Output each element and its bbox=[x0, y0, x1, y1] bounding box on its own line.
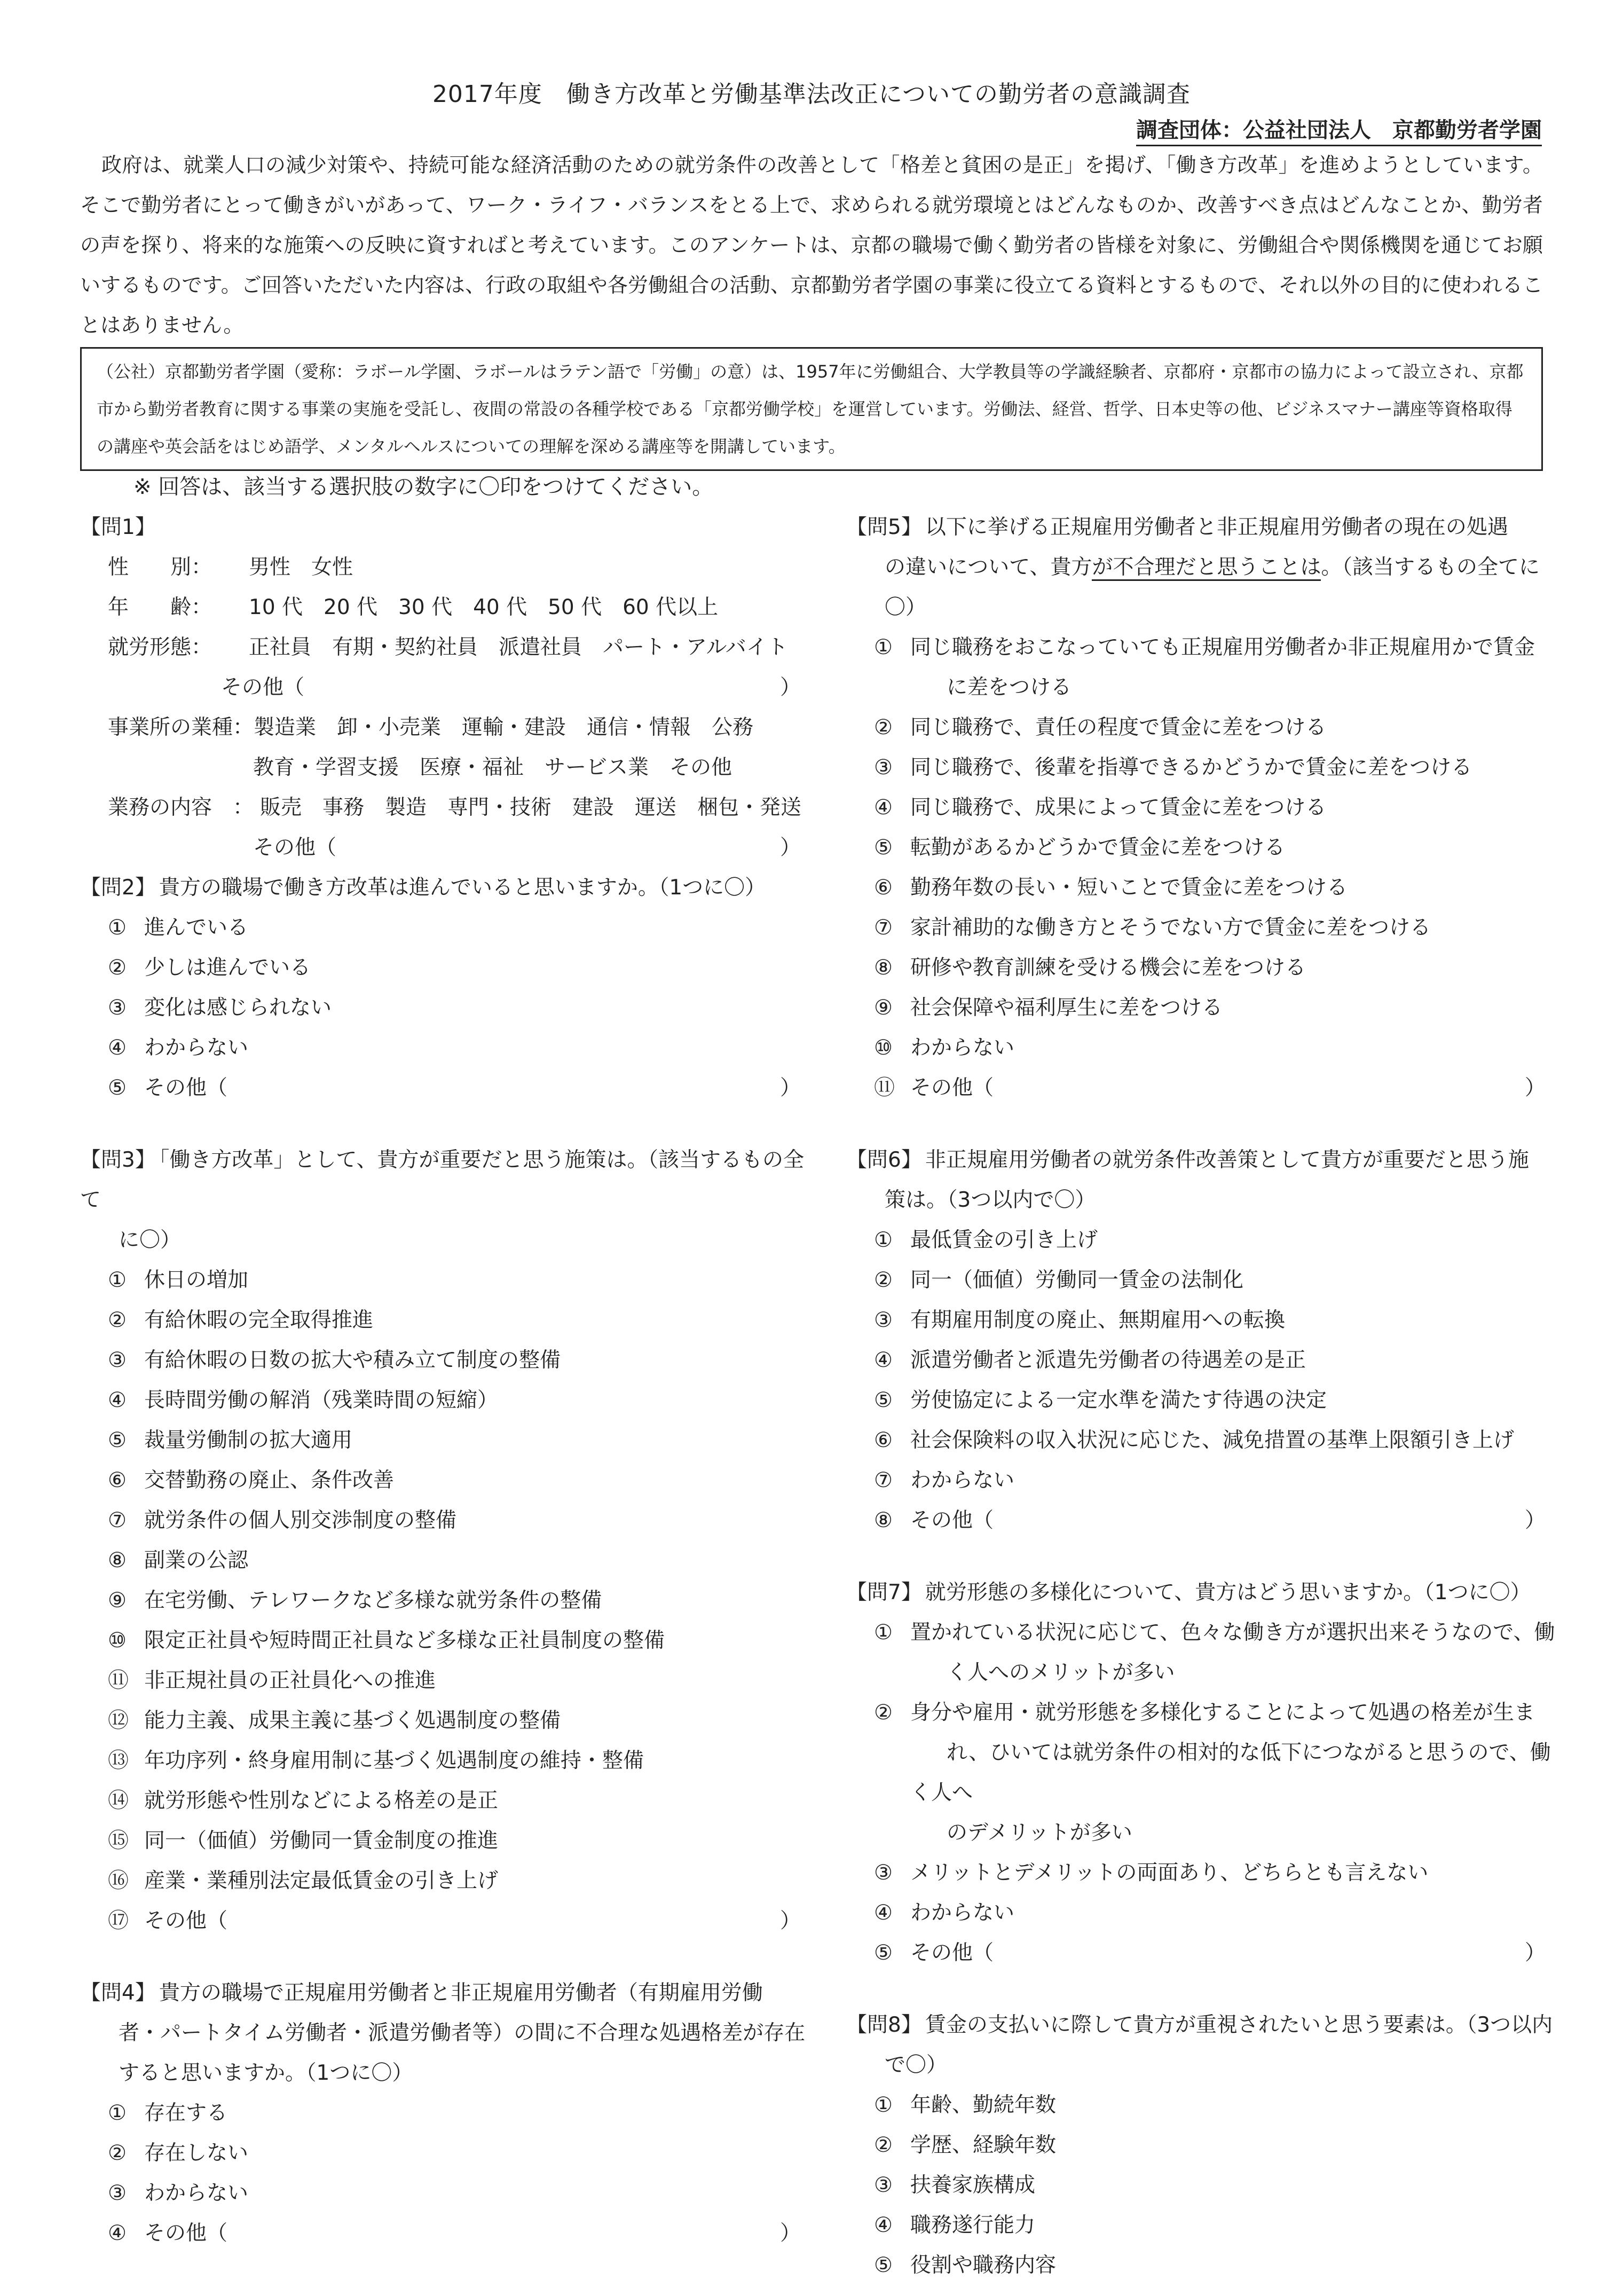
option[interactable]: ③ メリットとデメリットの両面あり、どちらとも言えない bbox=[874, 1861, 1429, 1885]
option[interactable]: ⑩ 限定正社員や短時間正社員など多様な正社員制度の整備 bbox=[108, 1629, 665, 1653]
option[interactable]: ① 進んでいる bbox=[108, 916, 249, 940]
option[interactable]: ⑦ 就労条件の個人別交渉制度の整備 bbox=[108, 1508, 457, 1532]
option[interactable]: ⑨ 社会保障や福利厚生に差をつける bbox=[874, 996, 1223, 1020]
question-text: 貴方の職場で働き方改革は進んでいると思いますか。（1つに〇） bbox=[159, 876, 766, 900]
option[interactable]: ② 同一（価値）労働同一賃金の法制化 bbox=[874, 1268, 1244, 1292]
question-text-cont: で〇） bbox=[885, 2053, 948, 2077]
document-title: 2017年度 働き方改革と労働基準法改正についての勤労者の意識調査 bbox=[432, 81, 1191, 108]
work-options[interactable]: 販売 事務 製造 専門・技術 建設 運送 梱包・発送 bbox=[260, 796, 802, 820]
employment-other-row bbox=[80, 667, 812, 707]
question-text: 貴方の職場で正規雇用労働者と非正規雇用労働者（有期雇用労働 bbox=[159, 1981, 763, 2005]
question-text-cont: に〇） bbox=[119, 1228, 182, 1252]
option-other[interactable]: ⑤ その他（ ） bbox=[874, 1941, 1546, 1965]
option[interactable]: ⑦ 家計補助的な働き方とそうでない方で賃金に差をつける bbox=[874, 916, 1431, 940]
option-other[interactable]: ④ その他（ ） bbox=[108, 2221, 801, 2245]
question-5 bbox=[846, 507, 1556, 1108]
question-label: 【問5】 bbox=[846, 515, 922, 539]
intro-paragraph: 政府は、就業人口の減少対策や、持続可能な経済活動のための就労条件の改善として「格差と貧困の是正」を掲げ、「働き方改革」を進めようとしています。そこで勤労者にとって働きがいがあって、ワーク・ライフ・バランスをとる上で、求められる就労環境とはどんなものか、改善すべき点はどんなことか、勤労者の声を探り、将来的な施策への反映に資すればと考えています。このアンケートは、京都の職場で働く勤労者の皆様を対象に、労働組合や関係機関を通じてお願いするものです。ご回答いただいた内容は、行政の取組や各労働組合の活動、京都勤労者学園の事業に役立てる資料とするもので、それ以外の目的に使われることはありません。 bbox=[80, 153, 1543, 337]
option[interactable]: ⑥ 勤務年数の長い・短いことで賃金に差をつける bbox=[874, 876, 1348, 900]
option[interactable]: ① 休日の増加 bbox=[108, 1268, 249, 1292]
question-1 bbox=[80, 507, 812, 868]
option[interactable]: ① 年齢、勤続年数 bbox=[874, 2093, 1057, 2117]
question-text: 「働き方改革」として、貴方が重要だと思う施策は。（該当するもの全て bbox=[80, 1148, 805, 1212]
survey-organization: 調査団体：公益社団法人 京都勤労者学園 bbox=[1136, 113, 1542, 146]
option[interactable]: ⑩ わからない bbox=[874, 1036, 1015, 1060]
option[interactable]: ③ 有給休暇の日数の拡大や積み立て制度の整備 bbox=[108, 1348, 561, 1372]
option[interactable]: ③ 同じ職務で、後輩を指導できるかどうかで賃金に差をつける bbox=[874, 756, 1472, 780]
question-text-cont: 者・パートタイム労働者・派遣労働者等）の間に不合理な処遇格差が存在 bbox=[119, 2021, 806, 2045]
option[interactable]: ⑤ 役割や職務内容 bbox=[874, 2253, 1057, 2277]
option[interactable]: ① 同じ職務をおこなっていても正規雇用労働者か非正規雇用かで賃金 に差をつける bbox=[874, 635, 1535, 699]
option[interactable]: ⑯ 産業・業種別法定最低賃金の引き上げ bbox=[108, 1869, 499, 1893]
organization-note-box: （公社）京都勤労者学園（愛称：ラボール学園、ラボールはラテン語で「労働」の意）は、1957年に労働組合、大学教員等の学識経験者、京都府・京都市の協力によって設立され、京都市から勤労者教育に関する事業の実施を受託し、夜間の常設の各種学校である「京都労働学校」を運営しています。労働法、経営、哲学、日本史等の他、ビジネスマナー講座等資格取得の講座や英会話をはじめ語学、メンタルヘルスについての理解を深める講座等を開講しています。 bbox=[80, 347, 1543, 471]
option[interactable]: ③ 有期雇用制度の廃止、無期雇用への転換 bbox=[874, 1308, 1286, 1332]
option[interactable]: ⑤ 裁量労働制の拡大適用 bbox=[108, 1428, 353, 1452]
question-label: 【問2】 bbox=[80, 876, 156, 900]
option[interactable]: ④ わからない bbox=[108, 1036, 249, 1060]
work-label: 業務の内容 ： bbox=[108, 796, 254, 820]
question-3 bbox=[80, 1140, 812, 1941]
option[interactable]: ① 置かれている状況に応じて、色々な働き方が選択出来そうなので、働 く人へのメリットが多い bbox=[874, 1621, 1555, 1685]
option[interactable]: ③ わからない bbox=[108, 2181, 249, 2205]
question-text: 以下に挙げる正規雇用労働者と非正規雇用労働者の現在の処遇 bbox=[925, 515, 1508, 539]
option[interactable]: ④ 職務遂行能力 bbox=[874, 2213, 1036, 2237]
question-label: 【問4】 bbox=[80, 1981, 156, 2005]
option[interactable]: ⑧ 副業の公認 bbox=[108, 1548, 249, 1572]
question-label: 【問6】 bbox=[846, 1148, 922, 1172]
question-text-cont: すると思いますか。（1つに〇） bbox=[119, 2061, 413, 2085]
industry-label: 事業所の業種： bbox=[108, 715, 254, 740]
option-other[interactable]: ⑧ その他（ ） bbox=[874, 1508, 1546, 1532]
employment-other-close: ） bbox=[779, 675, 801, 699]
option[interactable]: ⑨ 在宅労働、テレワークなど多様な就労条件の整備 bbox=[108, 1589, 602, 1613]
employment-options[interactable]: 正社員 有期・契約社員 派遣社員 パート・アルバイト bbox=[249, 635, 788, 659]
work-other-label[interactable]: その他（ bbox=[253, 836, 337, 860]
question-2 bbox=[80, 868, 812, 1108]
question-7 bbox=[846, 1572, 1556, 1973]
option[interactable]: ⑮ 同一（価値）労働同一賃金制度の推進 bbox=[108, 1829, 499, 1853]
option[interactable]: ② 身分や雇用・就労形態を多様化することによって処遇の格差が生ま れ、ひいては就労条件の相対的な低下につながると思うので、働く人へ のデメリットが多い bbox=[874, 1701, 1551, 1845]
option[interactable]: ⑪ 非正規社員の正社員化への推進 bbox=[108, 1669, 436, 1693]
industry-row bbox=[80, 707, 812, 748]
question-text: 賃金の支払いに際して貴方が重視されたいと思う要素は。（3つ以内 bbox=[925, 2013, 1553, 2037]
gender-row bbox=[80, 547, 812, 587]
option[interactable]: ⑥ 交替勤務の廃止、条件改善 bbox=[108, 1468, 395, 1492]
option[interactable]: ⑧ 研修や教育訓練を受ける機会に差をつける bbox=[874, 956, 1306, 980]
question-text: 就労形態の多様化について、貴方はどう思いますか。（1つに〇） bbox=[925, 1581, 1531, 1605]
answer-instruction: ※ 回答は、該当する選択肢の数字に〇印をつけてください。 bbox=[133, 475, 714, 499]
option[interactable]: ⑦ わからない bbox=[874, 1468, 1015, 1492]
question-label: 【問8】 bbox=[846, 2013, 922, 2037]
question-label: 【問7】 bbox=[846, 1581, 922, 1605]
option-other[interactable]: ⑰ その他（ ） bbox=[108, 1909, 801, 1933]
employment-row bbox=[80, 627, 812, 667]
option[interactable]: ③ 扶養家族構成 bbox=[874, 2173, 1036, 2197]
gender-label: 性 別： bbox=[108, 555, 212, 579]
question-text-cont: の違いについて、貴方が不合理だと思うことは。（該当するもの全てに〇） bbox=[885, 555, 1540, 619]
option[interactable]: ⑭ 就労形態や性別などによる格差の是正 bbox=[108, 1789, 499, 1813]
age-row bbox=[80, 587, 812, 627]
age-options[interactable]: 10 代 20 代 30 代 40 代 50 代 60 代以上 bbox=[249, 595, 719, 619]
question-label: 【問1】 bbox=[80, 515, 156, 539]
option-other[interactable]: ⑤ その他（ ） bbox=[108, 1076, 801, 1100]
option[interactable]: ④ わからない bbox=[874, 1901, 1015, 1925]
option[interactable]: ② 有給休暇の完全取得推進 bbox=[108, 1308, 374, 1332]
industry-row-2 bbox=[80, 748, 812, 788]
option[interactable]: ⑥ 社会保険料の収入状況に応じた、減免措置の基準上限額引き上げ bbox=[874, 1428, 1515, 1452]
work-row bbox=[80, 788, 812, 828]
option[interactable]: ① 存在する bbox=[108, 2101, 228, 2125]
option[interactable]: ① 最低賃金の引き上げ bbox=[874, 1228, 1098, 1252]
industry-options-line1[interactable]: 製造業 卸・小売業 運輸・建設 通信・情報 公務 bbox=[254, 715, 754, 740]
employment-label: 就労形態： bbox=[108, 635, 212, 659]
option[interactable]: ③ 変化は感じられない bbox=[108, 996, 332, 1020]
option[interactable]: ④ 同じ職務で、成果によって賃金に差をつける bbox=[874, 796, 1327, 820]
option[interactable]: ④ 長時間労働の解消（残業時間の短縮） bbox=[108, 1388, 499, 1412]
option[interactable]: ⑫ 能力主義、成果主義に基づく処遇制度の整備 bbox=[108, 1709, 561, 1733]
employment-other-label[interactable]: その他（ bbox=[221, 675, 305, 699]
option[interactable]: ② 少しは進んでいる bbox=[108, 956, 311, 980]
left-column bbox=[80, 507, 812, 2253]
work-other-close: ） bbox=[779, 836, 801, 860]
option[interactable]: ④ 派遣労働者と派遣先労働者の待遇差の是正 bbox=[874, 1348, 1306, 1372]
question-4 bbox=[80, 1973, 812, 2253]
option[interactable]: ⑬ 年功序列・終身雇用制に基づく処遇制度の維持・整備 bbox=[108, 1749, 644, 1773]
industry-options-line2[interactable]: 教育・学習支援 医療・福祉 サービス業 その他 bbox=[253, 756, 732, 780]
option[interactable]: ② 学歴、経験年数 bbox=[874, 2133, 1057, 2157]
question-text: 非正規雇用労働者の就労条件改善策として貴方が重要だと思う施 bbox=[925, 1148, 1529, 1172]
question-6 bbox=[846, 1140, 1556, 1540]
question-label: 【問3】 bbox=[80, 1148, 156, 1172]
option[interactable]: ② 同じ職務で、責任の程度で賃金に差をつける bbox=[874, 715, 1327, 740]
age-label: 年 齢： bbox=[108, 595, 212, 619]
right-column bbox=[846, 507, 1556, 2285]
underlined-phrase: が不合理だと思うことは bbox=[1092, 555, 1321, 581]
question-text-cont: 策は。（3つ以内で〇） bbox=[885, 1188, 1096, 1212]
gender-options[interactable]: 男性 女性 bbox=[249, 555, 353, 579]
option[interactable]: ② 存在しない bbox=[108, 2141, 249, 2165]
option-other[interactable]: ⑪ その他（ ） bbox=[874, 1076, 1546, 1100]
option[interactable]: ⑤ 労使協定による一定水準を満たす待遇の決定 bbox=[874, 1388, 1327, 1412]
work-other-row bbox=[80, 828, 812, 868]
question-8 bbox=[846, 2005, 1556, 2285]
option[interactable]: ⑤ 転勤があるかどうかで賃金に差をつける bbox=[874, 836, 1286, 860]
